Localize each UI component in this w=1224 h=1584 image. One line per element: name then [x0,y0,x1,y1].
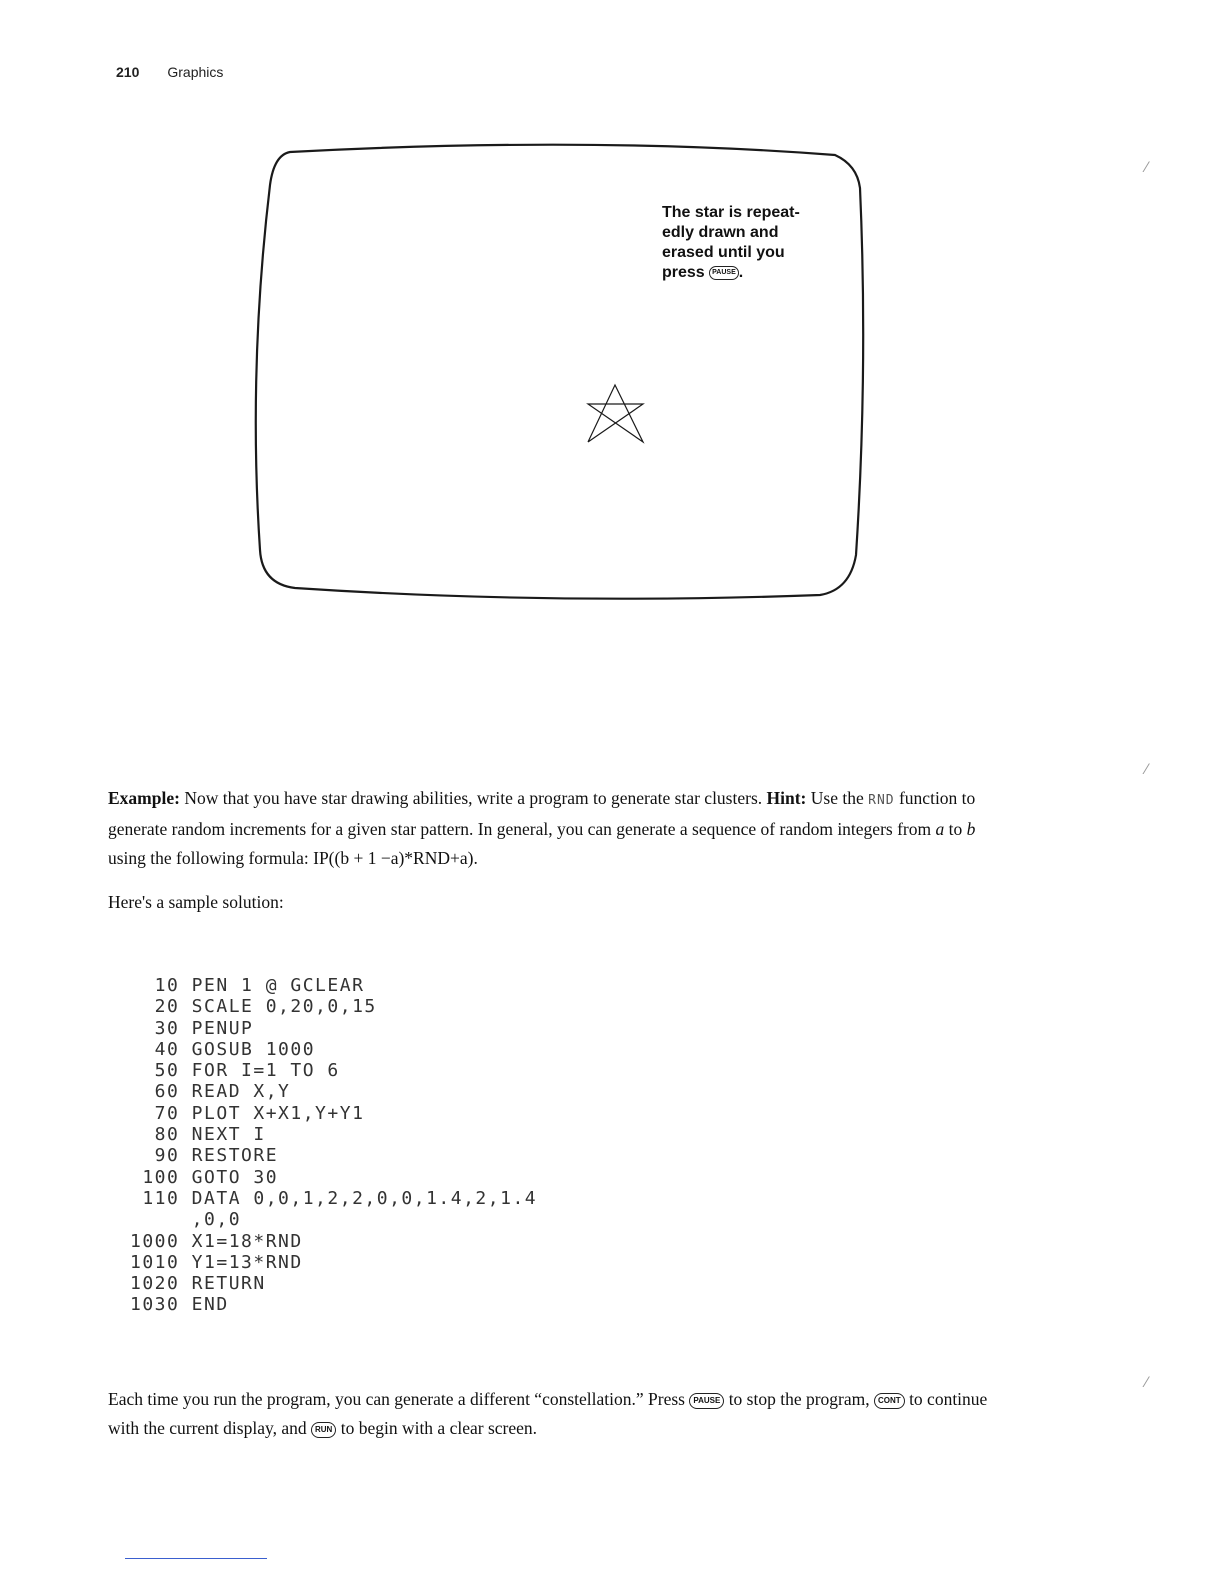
formula: IP((b + 1 −a)*RND+a). [313,848,478,868]
code-line: 20 SCALE 0,20,0,15 [130,996,377,1018]
pause-key-icon: PAUSE [689,1393,724,1409]
run-key-icon: RUN [311,1422,336,1438]
closing-text-4: to begin with a clear screen. [340,1418,538,1438]
example-text-4: using the following formula: [108,848,309,868]
var-a: a [935,819,945,839]
caption-text: The star is repeat-edly drawn and erased until you press [662,204,800,281]
star-icon [588,385,643,442]
code-line: 1020 RETURN [130,1273,266,1295]
code-line: 60 READ X,Y [130,1081,291,1103]
margin-mark-icon: ⁄ [1145,762,1148,778]
cont-key-icon: CONT [874,1393,905,1409]
code-line: 10 PEN 1 @ GCLEAR [130,975,365,996]
margin-mark-icon: ⁄ [1145,160,1148,176]
example-text-2: Use the [810,788,864,808]
closing-text-1: Each time you run the program, you can generate a different “constellation.” Press [108,1389,685,1409]
code-line: 40 GOSUB 1000 [130,1038,316,1060]
code-line: 1030 END [130,1294,229,1316]
sample-intro: Here's a sample solution: [108,892,284,912]
var-b: b [966,819,976,839]
example-text-3: function to generate random increments for a given star pattern. In general, you can generate a sequence of random integers from [108,788,976,839]
page-number: 210 [116,64,140,80]
example-label: Example: [108,788,180,808]
code-line: 110 DATA 0,0,1,2,2,0,0,1.4,2,1.4 [130,1187,538,1209]
code-line: 50 FOR I=1 TO 6 [130,1060,340,1082]
closing-text-3: to continue with the current display, and [108,1389,988,1438]
hint-label: Hint: [766,788,807,808]
example-paragraph [108,784,1008,873]
page-header [116,64,223,80]
pause-key-icon: PAUSE [709,266,739,280]
code-listing [130,975,537,1316]
code-line: ,0,0 [130,1209,242,1231]
code-line: 80 NEXT I [130,1124,266,1146]
code-line: 90 RESTORE [130,1145,279,1167]
margin-mark-icon: ⁄ [1145,1375,1148,1391]
footer-rule [125,1558,267,1559]
closing-paragraph [108,1385,1008,1443]
caption-end: . [738,264,744,281]
code-line: 30 PENUP [130,1017,254,1039]
example-text-1: Now that you have star drawing abilities, write a program to generate star clusters. [184,788,763,808]
code-line: 1000 X1=18*RND [130,1230,303,1252]
to-word: to [948,819,963,839]
closing-text-2: to stop the program, [728,1389,870,1409]
code-line: 100 GOTO 30 [130,1166,279,1188]
screen-caption [662,203,822,283]
section-title: Graphics [167,64,224,80]
rnd-keyword: RND [868,793,895,808]
code-line: 70 PLOT X+X1,Y+Y1 [130,1102,365,1124]
code-line: 1010 Y1=13*RND [130,1251,303,1273]
